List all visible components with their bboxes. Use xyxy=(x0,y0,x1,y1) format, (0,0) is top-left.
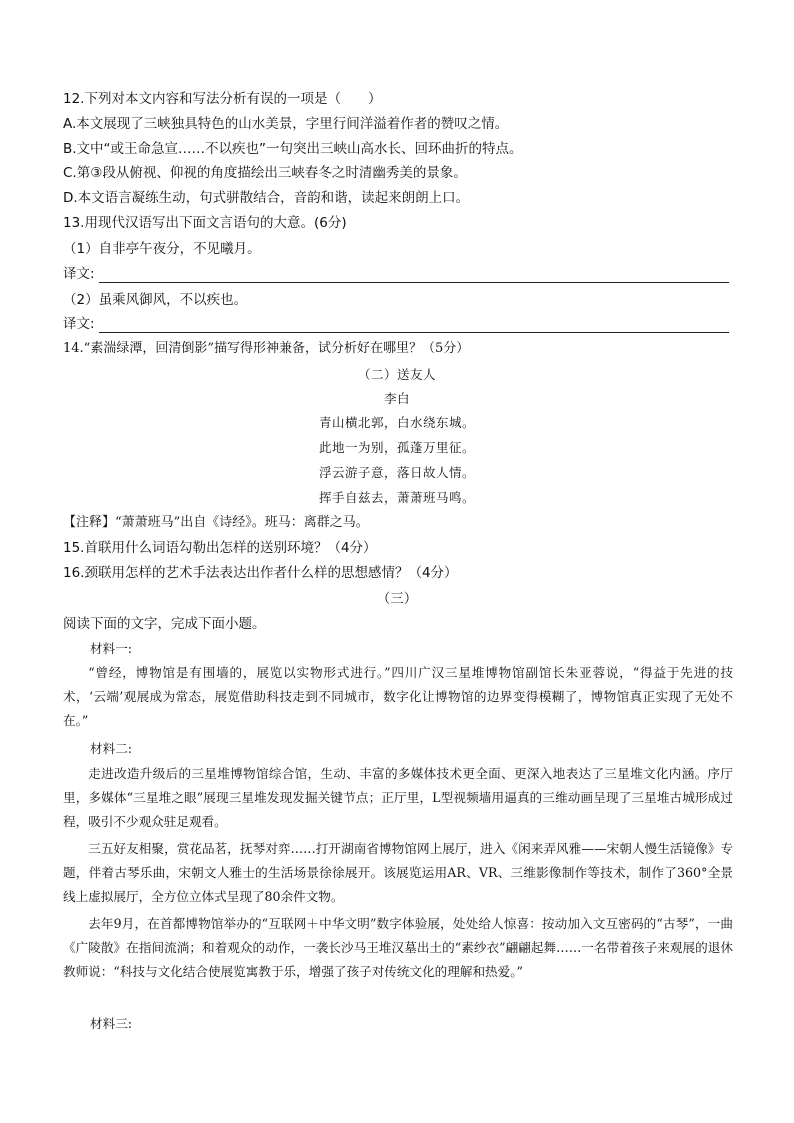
material-2-paragraph-2: 三五好友相聚，赏花品茗，抚琴对弈……打开湖南省博物馆网上展厅，进入《闲来弄风雅——宋朝人慢生活镜像》专题，伴着古琴乐曲，宋朝文人雅士的生活场景徐徐展开。该展览运用AR、VR、三维影像制作等技术，制作了360°全景线上虚拟展厅，全方位立体式呈现了80余件文物。 xyxy=(63,841,733,904)
q12-option-c: C.第③段从俯视、仰视的角度描绘出三峡春冬之时清幽秀美的景象。 xyxy=(63,165,467,181)
part3-instruction: 阅读下面的文字，完成下面小题。 xyxy=(63,616,266,632)
q13-stem: 13.用现代汉语写出下面文言语句的大意。(6分) xyxy=(63,215,347,231)
q13-sentence-1: （1）自非亭午夜分，不见曦月。 xyxy=(63,241,261,257)
q12-option-a: A.本文展现了三峡独具特色的山水美景，字里行间洋溢着作者的赞叹之情。 xyxy=(63,116,509,132)
q12-option-d: D.本文语言凝练生动，句式骈散结合，音韵和谐，读起来朗朗上口。 xyxy=(63,190,470,206)
q12-option-b: B.文中“或王命急宣……不以疾也”一句突出三峡山高水长、回环曲折的特点。 xyxy=(63,141,523,157)
material-2-paragraph-1: 走进改造升级后的三星堆博物馆综合馆，生动、丰富的多媒体技术更全面、更深入地表达了三星堆文化内涵。序厅里，多媒体“三星堆之眼”展现三星堆发现发掘关键节点；正厅里，L型视频墙用逼真的三维动画呈现了三星堆古城形成过程，吸引不少观众驻足观看。 xyxy=(63,766,733,829)
material-1-label: 材料一: xyxy=(90,641,133,656)
q12-stem: 12.下列对本文内容和写法分析有误的一项是（ ） xyxy=(63,91,382,107)
part3-heading: （三） xyxy=(376,591,418,607)
poem-author: 李白 xyxy=(383,391,410,406)
poem-section-title: （二）送友人 xyxy=(357,367,436,382)
answer-line-2[interactable] xyxy=(99,332,729,333)
answer-line-1[interactable] xyxy=(99,282,729,283)
material-2-paragraph-3: 去年9月，在首都博物馆举办的“互联网＋中华文明”数字体验展，处处给人惊喜：按动加入文互密码的“古琴”，一曲《广陵散》在指间流淌；和着观众的动作，一袭长沙马王堆汉墓出土的“素纱衣”翩翩起舞……一名带着孩子来观展的退休教师说：“科技与文化结合使展览寓教于乐，增强了孩子对传统文化的理解和热爱。” xyxy=(63,916,733,979)
poem-note: 【注释】“萧萧班马”出自《诗经》。班马：离群之马。 xyxy=(63,515,369,530)
q13-answer-label-1: 译文: xyxy=(63,266,95,282)
poem-line: 此地一为别，孤蓬万里征。 xyxy=(318,440,475,455)
material-1-paragraph: “曾经，博物馆是有围墙的，展览以实物形式进行。”四川广汉三星堆博物馆副馆长朱亚蓉说，“得益于先进的技术，‘云端’观展成为常态，展览借助科技走到不同城市，数字化让博物馆的边界变得模糊了，博物馆真正实现了无处不在。” xyxy=(63,665,733,728)
poem-line: 浮云游子意，落日故人情。 xyxy=(318,465,475,480)
q16-stem: 16.颈联用怎样的艺术手法表达出作者什么样的思想感情？（4分） xyxy=(63,565,458,581)
poem-line: 挥手自兹去，萧萧班马鸣。 xyxy=(318,490,475,505)
material-3-label: 材料三: xyxy=(90,1016,133,1031)
poem-line: 青山横北郭，白水绕东城。 xyxy=(318,415,475,430)
material-2-label: 材料二: xyxy=(90,741,133,756)
q15-stem: 15.首联用什么词语勾勒出怎样的送别环境？（4分） xyxy=(63,540,377,556)
q13-sentence-2: （2）虽乘风御风，不以疾也。 xyxy=(63,292,248,308)
q14-stem: 14.“素湍绿潭，回清倒影”描写得形神兼备，试分析好在哪里？（5分） xyxy=(63,341,470,356)
q13-answer-label-2: 译文: xyxy=(63,316,95,332)
